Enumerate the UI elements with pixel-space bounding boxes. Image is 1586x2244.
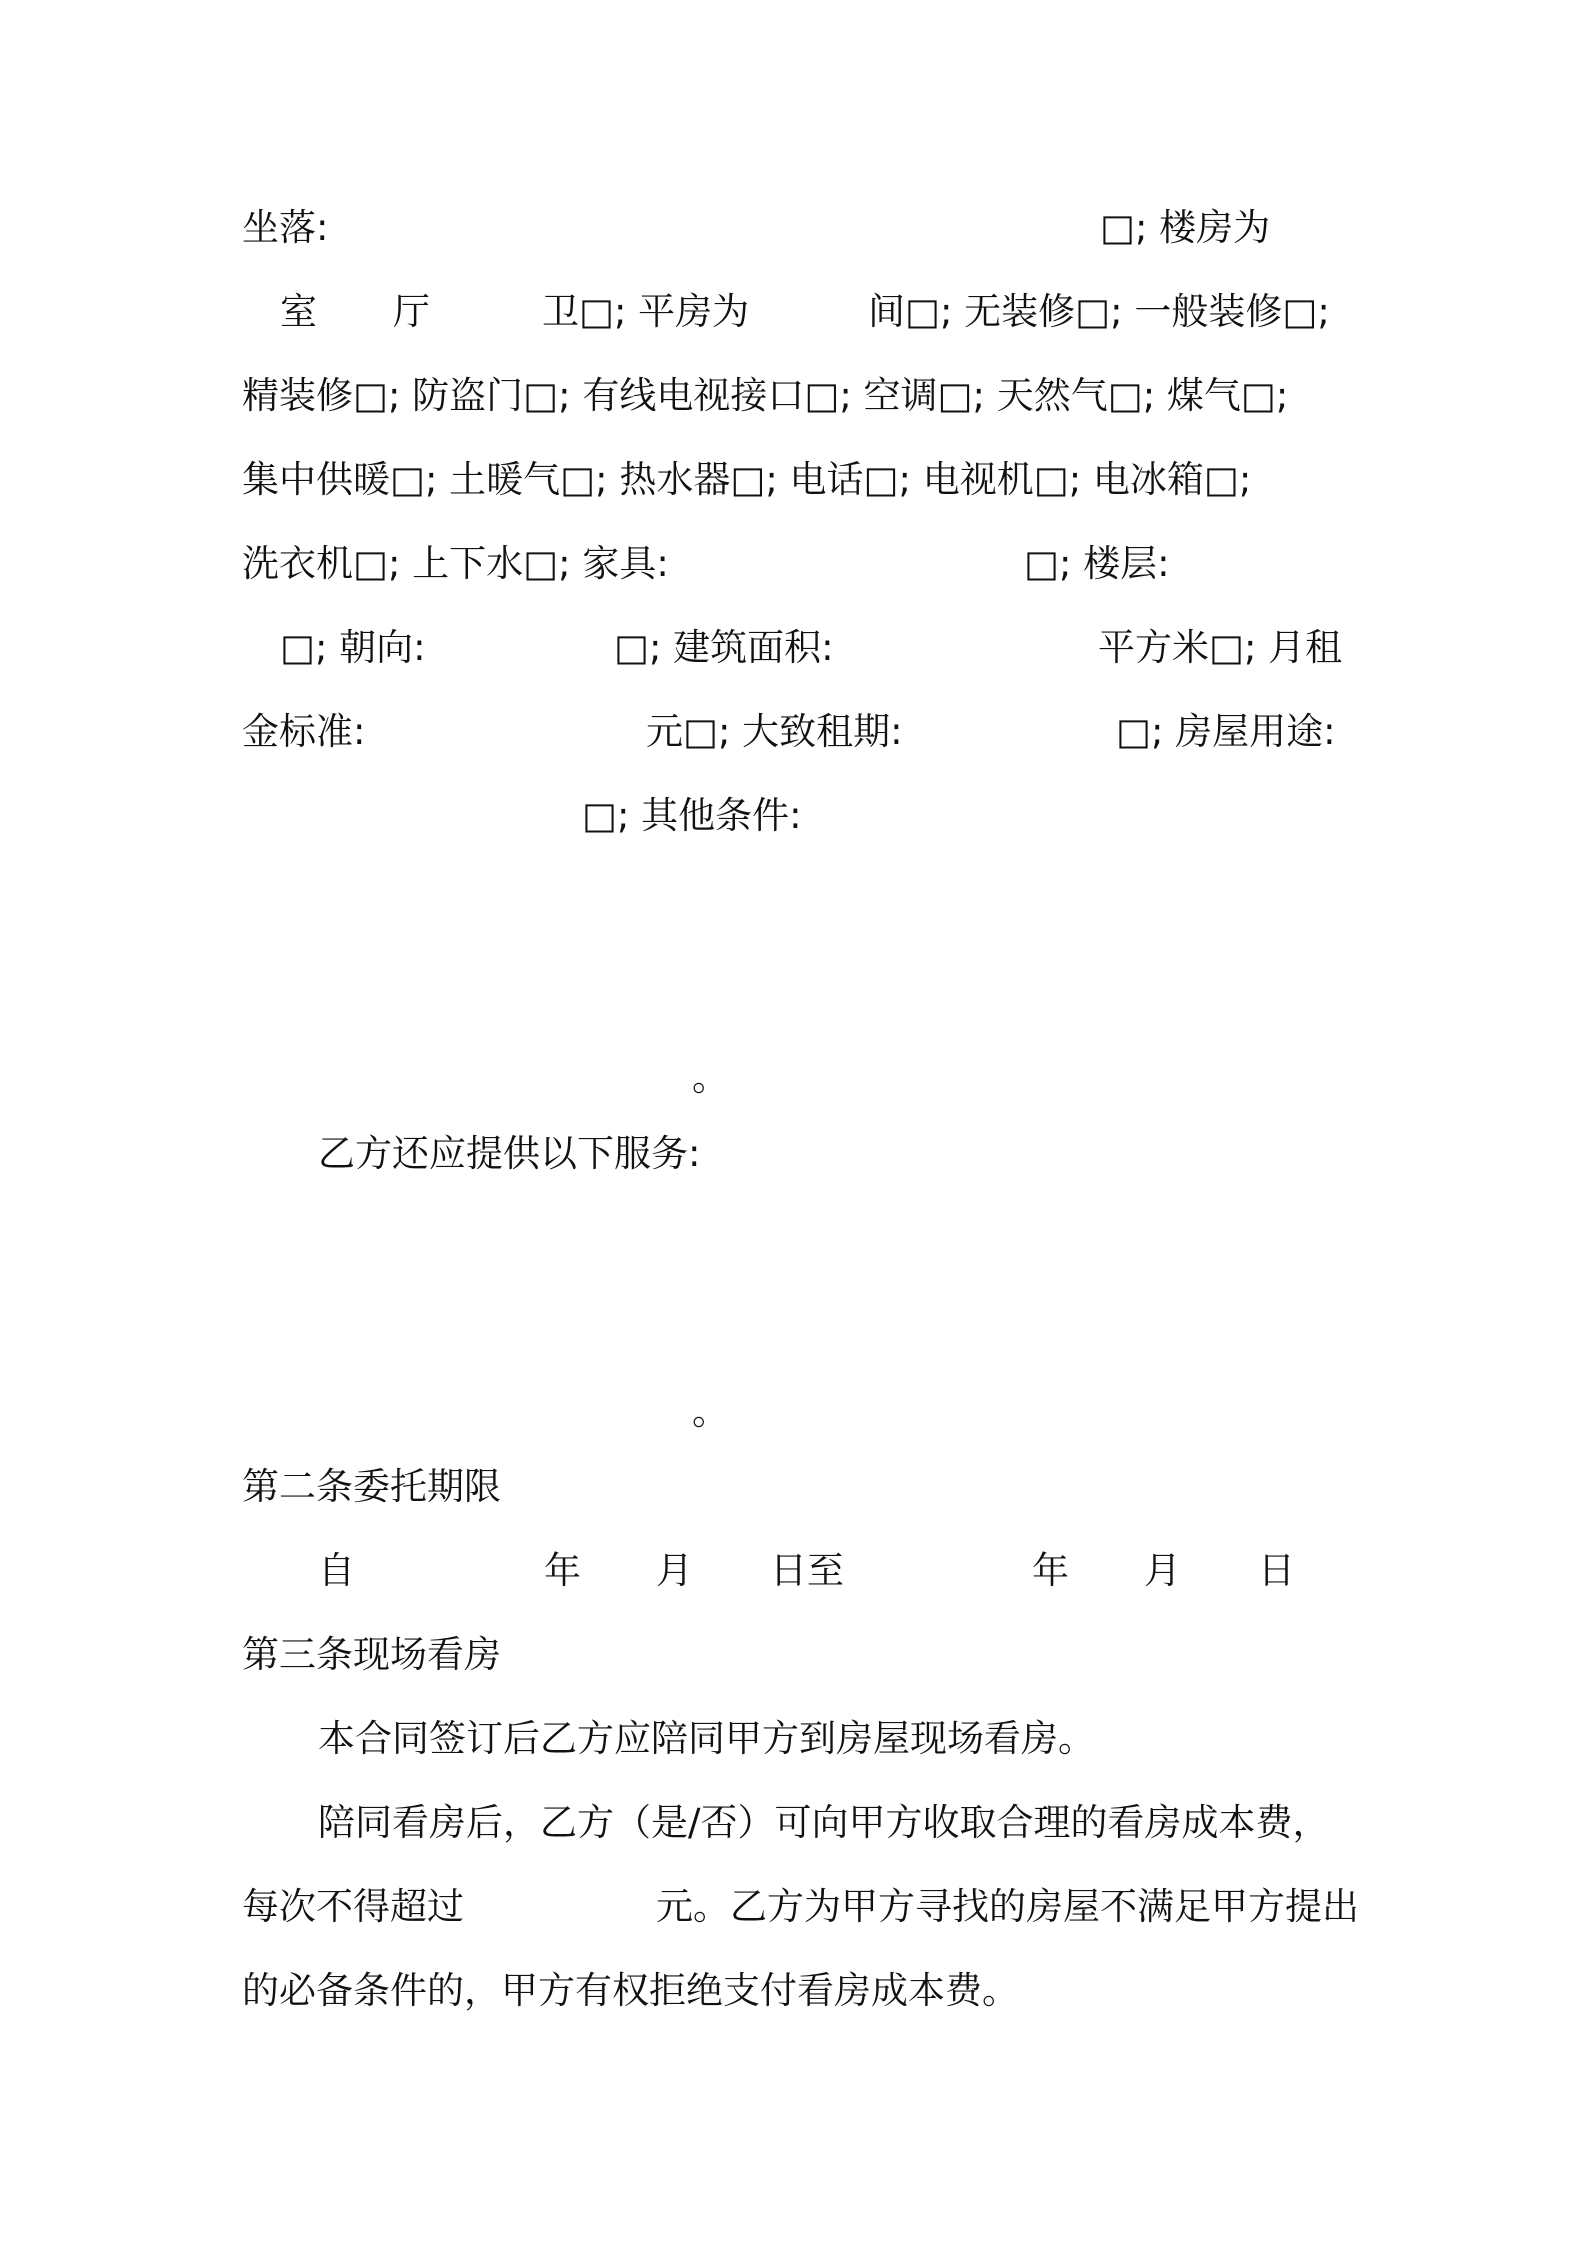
room-label: 室: [280, 290, 317, 333]
lease-term-label: 元□; 大致租期:: [646, 710, 903, 753]
article-3-paragraph-3b: 元。乙方为甲方寻找的房屋不满足甲方提出: [656, 1885, 1359, 1928]
article-3-paragraph-1: 本合同签订后乙方应陪同甲方到房屋现场看房。: [318, 1717, 1095, 1760]
term-day-2: 日: [1258, 1549, 1295, 1592]
bath-label: 卫□; 平房为: [542, 290, 750, 333]
end-period-1: 。: [692, 1056, 729, 1099]
other-conditions-label: □; 其他条件:: [582, 794, 802, 837]
usage-label: □; 房屋用途:: [1116, 710, 1336, 753]
article-3-title: 第三条现场看房: [242, 1633, 501, 1676]
article-2-title: 第二条委托期限: [242, 1465, 501, 1508]
orientation-label: □; 朝向:: [280, 626, 426, 669]
service-line: 乙方还应提供以下服务:: [318, 1132, 701, 1175]
article-3-paragraph-2: 陪同看房后，乙方（是/否）可向甲方收取合理的看房成本费，: [318, 1801, 1330, 1844]
hall-label: 厅: [393, 290, 430, 333]
article-3-paragraph-3a: 每次不得超过: [242, 1885, 464, 1928]
article-3-paragraph-4: 的必备条件的，甲方有权拒绝支付看房成本费。: [242, 1969, 1019, 2012]
term-from-label: 自: [318, 1549, 355, 1592]
term-month-1: 月: [656, 1549, 693, 1592]
term-month-2: 月: [1144, 1549, 1181, 1592]
amenities-line-2: 集中供暖□; 土暖气□; 热水器□; 电话□; 电视机□; 电冰箱□;: [242, 458, 1252, 501]
building-type-label: □; 楼房为: [1100, 206, 1271, 249]
term-year-1: 年: [544, 1549, 581, 1592]
amenities-line-1: 精装修□; 防盗门□; 有线电视接口□; 空调□; 天然气□; 煤气□;: [242, 374, 1289, 417]
area-label: □; 建筑面积:: [614, 626, 834, 669]
term-year-2: 年: [1032, 1549, 1069, 1592]
end-period-2: 。: [692, 1390, 729, 1433]
amenities-line-3: 洗衣机□; 上下水□; 家具:: [242, 542, 669, 585]
sqm-rent-label: 平方米□; 月租: [1098, 626, 1343, 669]
decoration-label: 间□; 无装修□; 一般装修□;: [868, 290, 1330, 333]
rent-standard-label: 金标准:: [242, 710, 366, 753]
floor-label: □; 楼层:: [1024, 542, 1170, 585]
term-day-1: 日至: [770, 1549, 844, 1592]
location-label: 坐落:: [242, 206, 329, 249]
